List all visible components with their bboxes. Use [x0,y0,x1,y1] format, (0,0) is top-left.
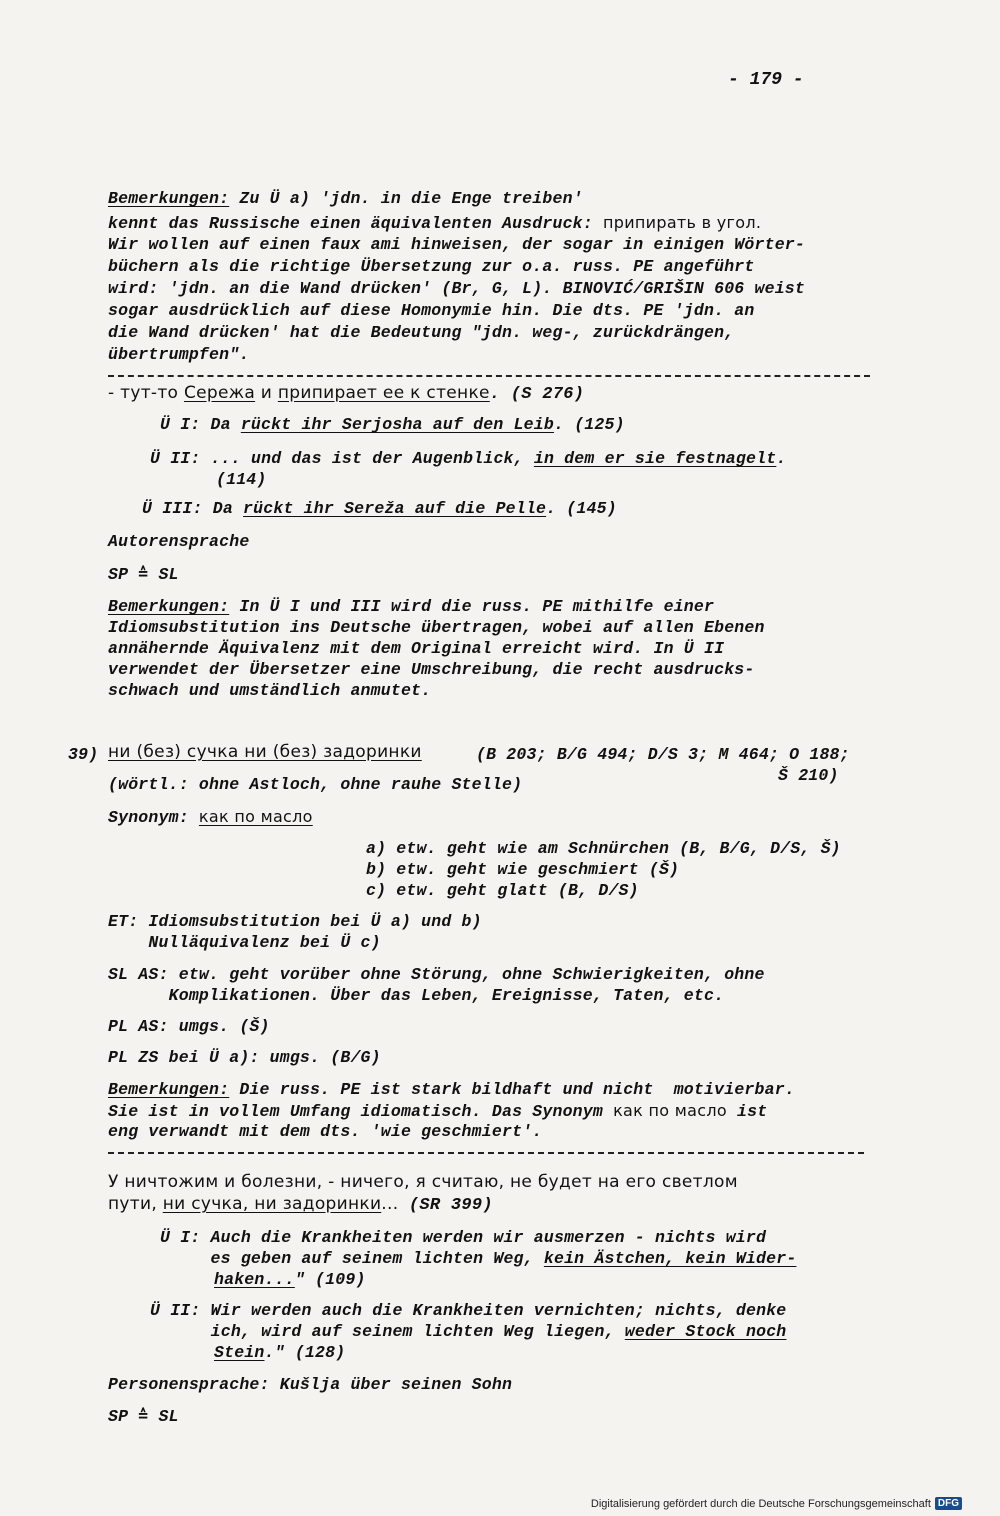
remarks-2-line-1 [108,596,714,617]
text: Ü II: ... und das ist der Augenblick, [150,449,534,468]
translation-1 [160,414,625,435]
remarks-line-6: sogar ausdrücklich auf diese Homonymie hin. Die dts. PE 'jdn. an [108,301,755,320]
text: in dem er sie festnagelt [533,449,777,468]
sl-as-line-1: SL AS: etw. geht vorüber ohne Störung, ohne Schwierigkeiten, ohne [108,965,765,984]
text: Die russ. PE ist stark bildhaft und nicht motivierbar. [229,1080,795,1099]
dfg-logo: DFG [935,1497,962,1510]
remarks-text: kennt das Russische einen äquivalenten Ausdruck: [108,214,603,233]
sp-sl: SP ≙ SL [108,565,179,584]
remarks-line-5: wird: 'jdn. an die Wand drücken' (Br, G, L). BINOVIĆ/GRIŠIN 606 weist [108,279,806,298]
translation-2 [150,448,786,469]
et-line-2: Nulläquivalenz bei Ü c) [108,933,381,952]
translation-3 [142,498,617,519]
translation-2-2c [214,1342,345,1363]
literal-translation: (wörtl.: ohne Astloch, ohne rauhe Stelle) [108,775,523,794]
text: Synonym: [108,808,199,827]
pl-as: PL AS: umgs. (Š) [108,1017,270,1036]
entry-number: 39) [68,745,99,764]
translation-2-1a: Ü I: Auch die Krankheiten werden wir ausmerzen - nichts wird [160,1228,767,1247]
translation-2-1b [160,1248,796,1269]
text: . [776,449,787,468]
remarks-3-line-3: eng verwandt mit dem dts. 'wie geschmiert'. [108,1122,543,1141]
remarks-line-4: büchern als die richtige Übersetzung zur o.a. russ. PE angeführt [108,257,755,276]
et-line-1: ET: Idiomsubstitution bei Ü a) und b) [108,912,482,931]
text: rückt ihr Serjosha auf den Leib [240,415,554,434]
remarks-label: Bemerkungen: [108,597,230,616]
text: Ü I: Da [160,415,241,434]
text: . (145) [546,499,617,518]
remarks-text: Zu Ü a) 'jdn. in die Enge treiben' [229,189,583,208]
text: es geben auf seinem lichten Weg, [160,1249,544,1268]
text: kein Ästchen, kein Wider- [543,1249,797,1268]
sp-sl-2: SP ≙ SL [108,1407,179,1426]
text: как по масло [198,807,313,826]
remarks-line-2 [108,212,761,234]
page-number: - 179 - [728,70,804,90]
footer-credit [591,1497,962,1510]
text: rückt ihr Sereža auf die Pelle [243,499,547,518]
text: Sie ist in vollem Umfang idiomatisch. Das Synonym [108,1102,614,1121]
equivalent-a: a) etw. geht wie am Schnürchen (B, B/G, D/S, Š) [366,839,841,858]
text: ни сучка, ни задоринки [162,1194,382,1214]
speech-type: Autorensprache [108,532,250,551]
speech-type-2: Personensprache: Kušlja über seinen Sohn [108,1375,513,1394]
russian-example-2-line-1: У ничтожим и болезни, - ничего, я считаю, не будет на его светлом [108,1172,738,1192]
text: ist [726,1102,768,1121]
pl-zs: PL ZS bei Ü a): umgs. (B/G) [108,1048,381,1067]
equivalent-b: b) etw. geht wie geschmiert (Š) [366,860,680,879]
text: weder Stock noch [624,1322,787,1341]
entry-refs-2: Š 210) [778,766,839,785]
remarks-line-3: Wir wollen auf einen faux ami hinweisen, der sogar in einigen Wörter- [108,235,806,254]
text: . (S 276) [489,385,585,404]
text: Stein [214,1343,265,1362]
text: как по масло [613,1101,727,1120]
text: - тут-то [108,383,184,403]
dashed-divider [108,1152,864,1154]
remarks-2-line-2: Idiomsubstitution ins Deutsche übertragen, wobei auf allen Ebenen [108,618,765,637]
text: и [255,383,278,403]
remarks-2-line-4: verwendet der Übersetzer eine Umschreibung, die recht ausdrucks- [108,660,755,679]
translation-2-page: (114) [216,470,267,489]
remarks-line-8: übertrumpfen". [108,345,250,364]
text: haken... [214,1270,295,1289]
text: ich, wird auf seinem lichten Weg liegen, [150,1322,625,1341]
text: . (125) [553,415,625,434]
translation-2-1c [214,1269,366,1290]
remarks-3-line-2 [108,1100,767,1122]
remarks-2-line-3: annähernde Äquivalenz mit dem Original erreicht wird. In Ü II [108,639,725,658]
text: ." (128) [264,1343,346,1362]
entry-phrase: ни (без) сучка ни (без) задоринки [108,742,422,762]
equivalent-c: c) etw. geht glatt (B, D/S) [366,881,639,900]
russian-example [108,383,584,405]
remarks-label: Bemerkungen: [108,1080,230,1099]
remarks-line-7: die Wand drücken' hat die Bedeutung "jdn. weg-, zurückdrängen, [108,323,735,342]
entry-refs: (B 203; B/G 494; D/S 3; M 464; O 188; [476,745,850,764]
text: (SR 399) [398,1196,493,1215]
text: пути, [108,1194,163,1214]
synonym-line [108,806,313,828]
russian-phrase: припирать в угол. [602,213,762,232]
translation-2-2a: Ü II: Wir werden auch die Krankheiten vernichten; nichts, denke [150,1301,787,1320]
text: Ü III: Da [142,499,244,518]
remarks-2-line-5: schwach und umständlich anmutet. [108,681,432,700]
text: припирает ее к стенке [277,383,490,403]
dashed-divider [108,375,870,377]
text: In Ü I und III wird die russ. PE mithilfe einer [229,597,715,616]
footer-text: Digitalisierung gefördert durch die Deutsche Forschungsgemeinschaft [590,1497,931,1510]
text: Сережа [183,383,256,403]
remarks-label: Bemerkungen: [108,189,230,208]
russian-example-2-line-2 [108,1194,493,1216]
text: ... [381,1194,399,1214]
text: " (109) [294,1270,366,1289]
remarks-line-1 [108,188,583,209]
sl-as-line-2: Komplikationen. Über das Leben, Ereignisse, Taten, etc. [108,986,725,1005]
remarks-3-line-1 [108,1079,795,1100]
translation-2-2b [150,1321,786,1342]
